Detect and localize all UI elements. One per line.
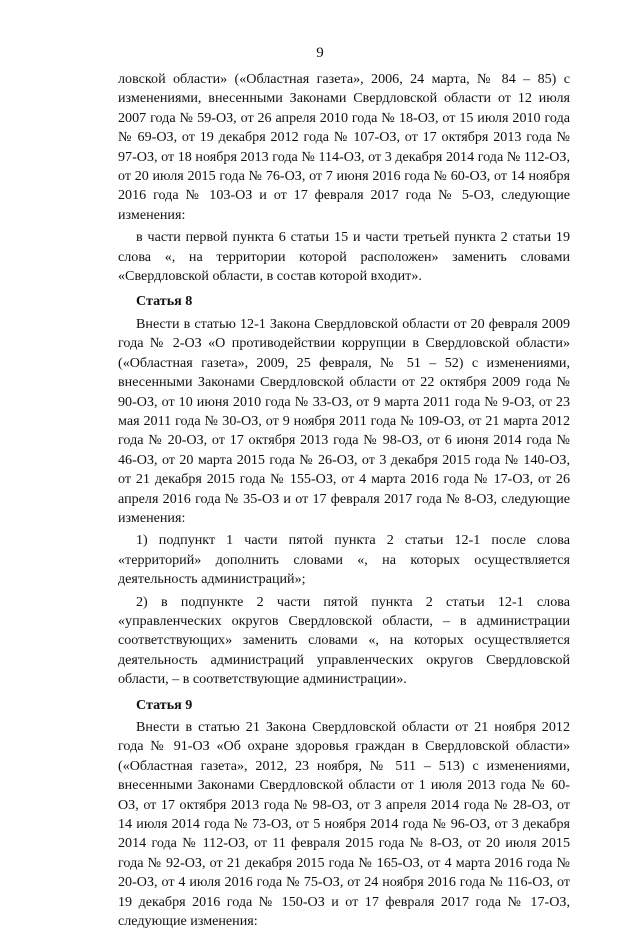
document-body <box>118 70 570 931</box>
article-9-heading: Статья 9 <box>136 696 193 713</box>
article-8-item-1: 1) подпункт 1 части пятой пункта 2 статьи 12-1 после слова «территорий» дополнить словами «, на которых осуществляется деятельность администраций»; <box>118 532 570 588</box>
paragraph-amendment: в части первой пункта 6 статьи 15 и части третьей пункта 2 статьи 19 слова «, на территории которой расположен» заменить словами «Свердловской области, в состав которой входит». <box>118 229 570 285</box>
article-8-intro: Внести в статью 12-1 Закона Свердловской области от 20 февраля 2009 года № 2-ОЗ «О противодействии коррупции в Свердловской области» («Областная газета», 2009, 25 февраля, № 51 – 52) с изменениями, внесенными Законами Свердловской области от 22 октября 2009 года № 90-ОЗ, от 10 июня 2010 года № 33-ОЗ, от 9 марта 2011 года № 9-ОЗ, от 23 мая 2011 года № 30-ОЗ, от 9 ноября 2011 года № 109-ОЗ, от 21 марта 2012 года № 20-ОЗ, от 17 октября 2013 года № 98-ОЗ, от 6 июня 2014 года № 46-ОЗ, от 20 марта 2015 года № 26-ОЗ, от 3 декабря 2015 года № 140-ОЗ, от 21 декабря 2015 года № 155-ОЗ, от 4 марта 2016 года № 17-ОЗ, от 26 апреля 2016 года № 35-ОЗ и от 17 февраля 2017 года № 8-ОЗ, следующие изменения: <box>118 315 570 526</box>
article-8-heading: Статья 8 <box>136 293 193 310</box>
paragraph-continuation: ловской области» («Областная газета», 2006, 24 марта, № 84 – 85) с изменениями, внесенными Законами Свердловской области от 12 июля 2007 года № 59-ОЗ, от 26 апреля 2010 года № 18-ОЗ, от 15 июля 2010 года № 69-ОЗ, от 19 декабря 2012 года № 107-ОЗ, от 17 октября 2013 года № 97-ОЗ, от 18 ноября 2013 года № 114-ОЗ, от 3 декабря 2014 года № 112-ОЗ, от 20 июля 2015 года № 76-ОЗ, от 7 июня 2016 года № 60-ОЗ, от 14 ноября 2016 года № 103-ОЗ и от 17 февраля 2017 года № 5-ОЗ, следующие изменения: <box>118 71 570 223</box>
page-number: 9 <box>316 45 324 61</box>
article-8-item-2: 2) в подпункте 2 части пятой пункта 2 статьи 12-1 слова «управленческих округов Свердловской области, – в администрации соответствующих» заменить словами «, на которых осуществляется деятельность администраций управленческих округов Свердловской области, – в соответствующие администрации». <box>118 593 570 688</box>
article-9-intro: Внести в статью 21 Закона Свердловской области от 21 ноября 2012 года № 91-ОЗ «Об охране здоровья граждан в Свердловской области» («Областная газета», 2012, 23 ноября, № 511 – 513) с изменениями, внесенными Законами Свердловской области от 1 июля 2013 года № 60-ОЗ, от 17 октября 2013 года № 98-ОЗ, от 3 апреля 2014 года № 28-ОЗ, от 14 июля 2014 года № 73-ОЗ, от 5 ноября 2014 года № 96-ОЗ, от 3 декабря 2014 года № 112-ОЗ, от 11 февраля 2015 года № 8-ОЗ, от 20 июля 2015 года № 92-ОЗ, от 21 декабря 2015 года № 165-ОЗ, от 4 марта 2016 года № 20-ОЗ, от 4 июля 2016 года № 75-ОЗ, от 24 ноября 2016 года № 116-ОЗ, от 19 декабря 2016 года № 150-ОЗ и от 17 февраля 2017 года № 17-ОЗ, следующие изменения: <box>118 719 570 930</box>
